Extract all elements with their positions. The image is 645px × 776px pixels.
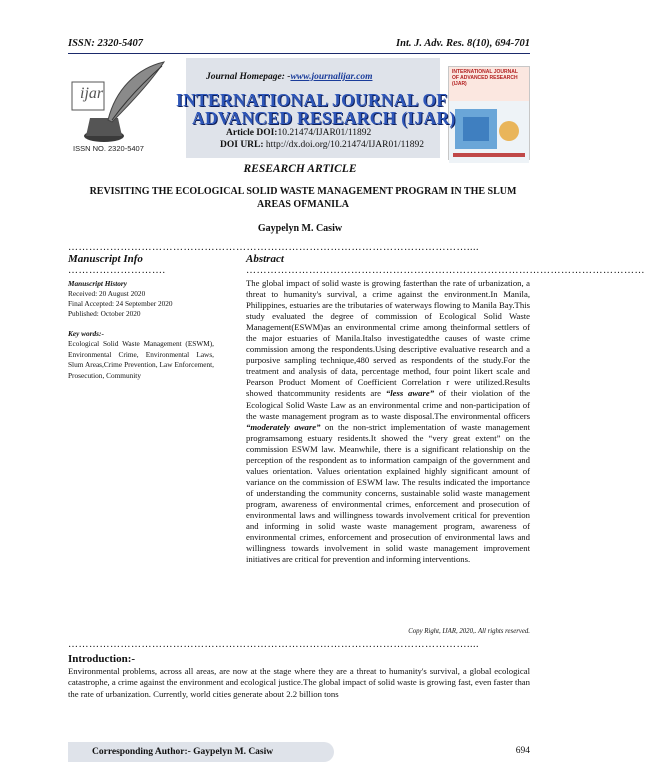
history-label: Manuscript History xyxy=(68,279,127,288)
article-doi-label: Article DOI: xyxy=(226,128,278,138)
doi-url-label: DOI URL: xyxy=(220,140,264,150)
journal-title-line1: INTERNATIONAL JOURNAL OF xyxy=(176,90,448,110)
issn-header: ISSN: 2320-5407 xyxy=(68,38,143,49)
header-rule xyxy=(68,53,530,54)
journal-homepage xyxy=(206,72,372,82)
issn-badge: ISSN NO. 2320-5407 xyxy=(73,144,144,153)
journal-title-line2: ADVANCED RESEARCH (IJAR) xyxy=(192,108,456,128)
quill-inkwell-icon xyxy=(68,58,182,158)
author-name: Gaypelyn M. Casiw xyxy=(257,223,343,234)
cover-art-icon xyxy=(449,101,529,163)
right-separator-dots: …………………………………………………………………………………………………… xyxy=(246,265,645,276)
left-separator-dots: ………………………. xyxy=(68,265,166,276)
homepage-link[interactable]: www.journalijar.com xyxy=(290,72,373,82)
page-number: 694 xyxy=(515,746,530,756)
abstract-emphasis-2: “moderately aware” xyxy=(246,421,321,432)
keywords-text: Ecological Solid Waste Management (ESWM), Environmental Crime, Environmental Laws, Slum Areas,Crime Prevention, Law Enforcement, Prosecution, Community xyxy=(68,339,214,380)
published-date: Published: October 2020 xyxy=(68,309,141,318)
keywords-block xyxy=(68,329,214,381)
abstract-part2: of their violation of the Ecological Solid Waste Law as an environmental crime and non-participation of the waste management program as to waste disposal.The environmental officers xyxy=(246,388,530,421)
manuscript-info-heading: Manuscript Info xyxy=(68,253,143,265)
page-footer xyxy=(68,742,530,764)
doi-url-link[interactable]: http://dx.doi.org/10.21474/IJAR01/11892 xyxy=(265,140,424,150)
separator-dots: …………………………………………………………………………………………………….... xyxy=(68,242,479,253)
manuscript-history xyxy=(68,279,214,319)
abstract-part1: The global impact of solid waste is growing fasterthan the rate of urbanization, a threat to humanity's survival, a crime against the environment.In Manila, Philippines, estuaries are the tributaries of waterways flowing to Manila Bay.This study evaluated the degree of commission of Ecological Solid Waste Management(ESWM)as an environmental crime among theinformal settlers of the major estuaries of Manila.Italso investigatedthe causes of waste crime commission among the respondents.Using descriptive evaluative research and a purposive sampling technique,480 served as respondents of the study.For the treatment and analysis of data, percentage method, four point likert scale and Pearson Product Moment of Coefficient Correlation r were utilized.Results showed thatcommunity residents are xyxy=(246,278,530,399)
introduction-heading: Introduction:- xyxy=(68,653,136,665)
cover-title: INTERNATIONAL JOURNAL OF ADVANCED RESEARCH (IJAR) xyxy=(449,67,529,101)
article-doi xyxy=(226,128,371,138)
abstract-heading: Abstract xyxy=(246,253,284,265)
article-doi-value: 10.21474/IJAR01/11892 xyxy=(277,128,372,138)
journal-logo xyxy=(68,58,182,158)
article-type: RESEARCH ARTICLE xyxy=(243,163,357,175)
abstract-emphasis-1: “less aware” xyxy=(385,388,435,399)
homepage-label: Journal Homepage: - xyxy=(206,72,291,82)
accepted-date: Final Accepted: 24 September 2020 xyxy=(68,299,173,308)
copyright-notice: Copy Right, IJAR, 2020,. All rights reserved. xyxy=(408,628,530,635)
abstract-part3: on the non-strict implementation of waste management programsamong estuary residents.It showed the “very great extent” on the commission ESWM law. Meanwhile, there is a significant relationship on the perception of the respondent as to information campaign of the government and values orientation. Values orientation explained highly significant amount of variance on the commission of ESWM law. The results indicated the importance of understanding the community concerns, sustainable solid waste management program, awareness of environmental crimes, enforcement and prosecution of environmental laws and willingness towards involvement critical for prevention and informing in solid waste waste management program, awareness of environmental crimes, enforcement and prosecution of environmental laws and willingness towards involvement in solid waste management improvement initiatives are critical for prevention and informing interventions. xyxy=(246,421,530,565)
keywords-label: Key words:- xyxy=(68,329,104,338)
corresponding-author: Corresponding Author:- Gaypelyn M. Casiw xyxy=(68,742,334,762)
doi-url xyxy=(220,140,424,150)
introduction-text: Environmental problems, across all areas, are now at the stage where they are a threat to humanity's survival, a global ecological catastrophe, a crime against the environment and ecological justice.The global impact of solid waste is growing fast, even faster than the rate of urbanization. Currently, world cities generate about 2.2 billion tons xyxy=(68,666,530,699)
abstract-text xyxy=(246,278,530,565)
journal-cover-thumbnail xyxy=(448,66,530,160)
separator-dots-bottom: …………………………………………………………………………………………………….... xyxy=(68,639,479,650)
paper-title: REVISITING THE ECOLOGICAL SOLID WASTE MANAGEMENT PROGRAM IN THE SLUM AREAS OFMANILA xyxy=(89,186,517,210)
logo-text: ijar xyxy=(80,85,104,102)
citation-header: Int. J. Adv. Res. 8(10), 694-701 xyxy=(396,38,530,49)
received-date: Received: 20 August 2020 xyxy=(68,289,146,298)
